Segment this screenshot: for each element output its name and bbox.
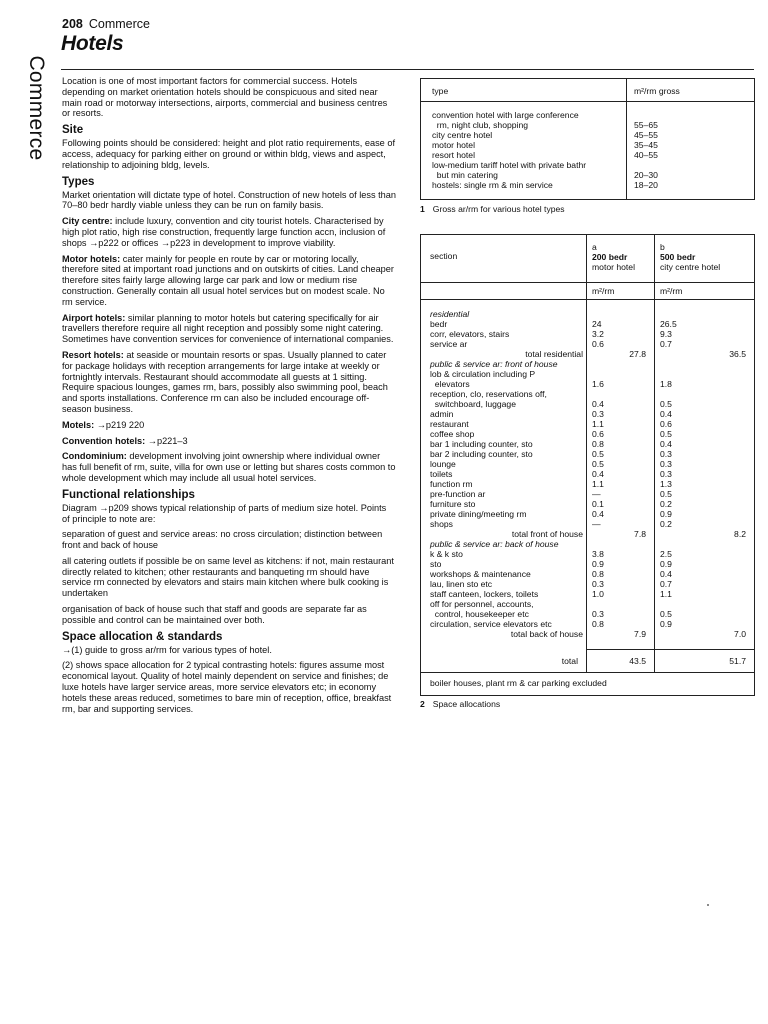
value-b: 0.2 xyxy=(660,519,672,529)
table-cell-type: motor hotel xyxy=(432,140,475,150)
total-rule xyxy=(586,649,754,650)
value-a: 24 xyxy=(592,319,602,329)
page-title: Hotels xyxy=(61,32,124,55)
table-cell-value: 18–20 xyxy=(634,180,658,190)
section-header: section xyxy=(430,251,458,261)
value-b: 0.4 xyxy=(660,409,672,419)
functional-heading: Functional relationships xyxy=(62,488,195,501)
value-a: — xyxy=(592,519,601,529)
value-b: 0.6 xyxy=(660,419,672,429)
table-header-row xyxy=(421,79,754,102)
value-a: 3.8 xyxy=(592,549,604,559)
value-b: 0.2 xyxy=(660,499,672,509)
value-a: 0.8 xyxy=(592,439,604,449)
group-heading: public & service ar: front of house xyxy=(430,359,558,369)
value-b: 0.3 xyxy=(660,449,672,459)
value-b: 0.5 xyxy=(660,489,672,499)
gross-area-table xyxy=(420,78,755,200)
stray-mark xyxy=(707,904,709,906)
row-label: sto xyxy=(430,559,442,569)
table-cell-type: low-medium tariff hotel with private bathr xyxy=(432,160,587,170)
site-heading: Site xyxy=(62,124,84,137)
motor-hotels-text: cater mainly for people en route by car or motoring locally, therefore sited at important road junctions and on outskirts of cities. Land cheaper therefore sites fairly large allowing large car park and low or medium rise construction. Generally contain all usual hotel services but on modest scale. No rm service. xyxy=(62,253,394,307)
row-label: circulation, service elevators etc xyxy=(430,619,552,629)
row-label: off for personnel, accounts, xyxy=(430,599,534,609)
table-cell-type: convention hotel with large conference xyxy=(432,110,579,120)
row-label: corr, elevators, stairs xyxy=(430,329,510,339)
value-b: 0.4 xyxy=(660,439,672,449)
value-b: 9.3 xyxy=(660,329,672,339)
value-a: 1.1 xyxy=(592,419,604,429)
grand-total-label: total xyxy=(561,656,578,666)
column-a-header: motor hotel xyxy=(592,262,635,272)
value-b: 0.7 xyxy=(660,579,672,589)
value-a: 0.3 xyxy=(592,409,604,419)
subtotal-value-b: 8.2 xyxy=(734,529,746,539)
motels-paragraph xyxy=(62,420,396,431)
space-paragraph: →(1) guide to gross ar/rm for various types of hotel. xyxy=(62,644,272,655)
subtotal-value-a: 7.9 xyxy=(634,629,646,639)
row-label: function rm xyxy=(430,479,473,489)
table-1-caption xyxy=(420,204,565,214)
principle-point: organisation of back of house such that staff and goods are separate far as possible and control can be maintained over both. xyxy=(62,604,367,625)
table-cell-value: 40–55 xyxy=(634,150,658,160)
unit-rule xyxy=(421,299,754,300)
value-a: 0.3 xyxy=(592,609,604,619)
grand-total-b: 51.7 xyxy=(729,656,746,666)
row-label: admin xyxy=(430,409,454,419)
row-label: coffee shop xyxy=(430,429,475,439)
value-a: 0.1 xyxy=(592,499,604,509)
value-a: 1.0 xyxy=(592,589,604,599)
value-b: 1.3 xyxy=(660,479,672,489)
row-label: toilets xyxy=(430,469,453,479)
value-a: 0.4 xyxy=(592,469,604,479)
resort-hotels-label: Resort hotels: xyxy=(62,349,124,360)
table-cell-value: 35–45 xyxy=(634,140,658,150)
column-b-header: b xyxy=(660,242,665,252)
row-label: control, housekeeper etc xyxy=(430,609,529,619)
subtotal-label: total residential xyxy=(525,349,583,359)
value-a: 1.1 xyxy=(592,479,604,489)
caption-text: Space allocations xyxy=(432,699,501,709)
table-2-caption xyxy=(420,699,500,709)
running-section: Commerce xyxy=(88,17,150,31)
value-a: 0.8 xyxy=(592,569,604,579)
condominium-text: development involving joint ownership where individual owner has full benefit of rm, suite, villa for own use or letting but shares costs common to whole development which may include all usual hotel services. xyxy=(62,451,396,483)
header-rule xyxy=(61,69,754,70)
row-label: furniture sto xyxy=(430,499,476,509)
convention-hotels-label: Convention hotels: xyxy=(62,435,146,446)
table-cell-type: rm, night club, shopping xyxy=(432,120,529,130)
value-b: 0.4 xyxy=(660,569,672,579)
table-footnote: boiler houses, plant rm & car parking excluded xyxy=(430,678,607,688)
table-cell-type: but min catering xyxy=(432,170,498,180)
types-paragraph: Market orientation will dictate type of hotel. Construction of new hotels of less than 70–80 bedr hardly viable unless they can be run on family basis. xyxy=(62,189,396,211)
airport-hotels-paragraph xyxy=(62,313,396,345)
row-label: bar 1 including counter, sto xyxy=(430,439,533,449)
convention-hotels-text: →p221–3 xyxy=(147,435,188,446)
city-centre-paragraph xyxy=(62,216,396,248)
value-b: 0.3 xyxy=(660,469,672,479)
principle-point: all catering outlets if possible be on same level as kitchens: if not, main restaurant directly related to kitchen; other restaurants and banqueting rm should have service rm connected by elevators and stairs main kitchen where bulk cooking is undertaken xyxy=(62,555,394,599)
airport-hotels-text: similar planning to motor hotels but catering specifically for air travellers therefore require all night reception and possibly some night catering. Sometimes have convention services for convenience of international companies. xyxy=(62,312,394,345)
value-b: 0.5 xyxy=(660,609,672,619)
convention-hotels-paragraph xyxy=(62,436,396,447)
value-a: 3.2 xyxy=(592,329,604,339)
row-label: pre-function ar xyxy=(430,489,486,499)
header-rule xyxy=(421,282,754,283)
unit-label: m²/rm xyxy=(660,286,683,296)
column-b-header: 500 bedr xyxy=(660,252,696,262)
space-paragraph: (2) shows space allocation for 2 typical contrasting hotels: figures assume most economical layout. Quality of hotel mainly dependent on service and finishes; de luxe hotels have larger service areas, more service elevators etc; in economy hotels these areas reduced, sometimes to bare min of reception, office, breakfast rm, bar and supporting services. xyxy=(62,660,392,714)
page-header xyxy=(62,17,150,31)
value-b: 0.7 xyxy=(660,339,672,349)
row-label: shops xyxy=(430,519,453,529)
column-a-header: a xyxy=(592,242,597,252)
resort-hotels-paragraph xyxy=(62,350,396,415)
resort-hotels-text: at seaside or mountain resorts or spas. Usually planned to cater for package holidays with reception arrangements for large intake at weekly or fortnightly intervals. Restaurant should accommodate all guests at 1 sitting. Require spacious lounges, games rm, bars, possibly also swimming pool, beach and sports installations. Conference rm can also be included encourage off-season business. xyxy=(62,349,388,414)
row-label: bedr xyxy=(430,319,448,329)
value-a: 0.6 xyxy=(592,429,604,439)
row-label: lounge xyxy=(430,459,456,469)
row-label: k & k sto xyxy=(430,549,463,559)
motor-hotels-label: Motor hotels: xyxy=(62,253,121,264)
intro-paragraph: Location is one of most important factors for commercial success. Hotels depending on market orientation hotels should be conspicuous and sited near main road or motorway intersections, airports, commercial and business centres or resorts. xyxy=(62,76,388,119)
value-a: 0.8 xyxy=(592,619,604,629)
value-a: 0.5 xyxy=(592,459,604,469)
value-a: 0.9 xyxy=(592,559,604,569)
value-a: 0.4 xyxy=(592,509,604,519)
table-cell-value: 20–30 xyxy=(634,170,658,180)
value-a: 0.6 xyxy=(592,339,604,349)
value-b: 1.8 xyxy=(660,379,672,389)
table-cell-value: 55–65 xyxy=(634,120,658,130)
motels-label: Motels: xyxy=(62,419,95,430)
table-column-divider xyxy=(626,79,627,199)
functional-paragraph: Diagram →p209 shows typical relationship of parts of medium size hotel. Points of principle to note are: xyxy=(62,502,387,524)
table-cell-type: city centre hotel xyxy=(432,130,493,140)
condominium-paragraph xyxy=(62,451,396,483)
value-b: 0.3 xyxy=(660,459,672,469)
row-label: elevators xyxy=(430,379,470,389)
row-label: bar 2 including counter, sto xyxy=(430,449,533,459)
row-label: restaurant xyxy=(430,419,469,429)
value-b: 0.5 xyxy=(660,429,672,439)
value-a: — xyxy=(592,489,601,499)
value-a: 1.6 xyxy=(592,379,604,389)
column-a-header: 200 bedr xyxy=(592,252,628,262)
value-b: 0.9 xyxy=(660,619,672,629)
row-label: lau, linen sto etc xyxy=(430,579,493,589)
space-heading: Space allocation & standards xyxy=(62,630,223,643)
city-centre-text: include luxury, convention and city tourist hotels. Characterised by high plot ratio, high rise construction, frequently large function accn, inclusion of shops →p222 or offices →p223 in development to improve viability. xyxy=(62,216,386,248)
motor-hotels-paragraph xyxy=(62,254,396,308)
motels-text: →p219 220 xyxy=(96,419,145,430)
value-a: 0.5 xyxy=(592,449,604,459)
table-cell-type: resort hotel xyxy=(432,150,475,160)
principle-point: separation of guest and service areas: no cross circulation; distinction between front and back of house xyxy=(62,529,383,551)
row-label: switchboard, luggage xyxy=(430,399,516,409)
caption-number: 2 xyxy=(420,699,425,709)
types-heading: Types xyxy=(62,175,95,188)
column-b-header: city centre hotel xyxy=(660,262,721,272)
subtotal-label: total front of house xyxy=(511,529,583,539)
body-text-column xyxy=(62,76,396,719)
value-b: 1.1 xyxy=(660,589,672,599)
airport-hotels-label: Airport hotels: xyxy=(62,312,126,323)
value-b: 2.5 xyxy=(660,549,672,559)
row-label: staff canteen, lockers, toilets xyxy=(430,589,539,599)
row-label: reception, clo, reservations off, xyxy=(430,389,547,399)
value-b: 0.5 xyxy=(660,399,672,409)
group-heading: public & service ar: back of house xyxy=(430,539,559,549)
site-paragraph: Following points should be considered: height and plot ratio requirements, ease of access, adequacy for parking either on ground or within bldg, views and aspect, relationship to adjoining bldg, levels. xyxy=(62,138,395,170)
subtotal-label: total back of house xyxy=(510,629,583,639)
page-number: 208 xyxy=(62,17,83,31)
value-a: 0.3 xyxy=(592,579,604,589)
table-column-divider xyxy=(654,235,655,672)
condominium-label: Condominium: xyxy=(62,451,127,462)
table-header-type: type xyxy=(432,86,449,96)
space-allocation-table xyxy=(420,234,755,696)
row-label: workshops & maintenance xyxy=(430,569,531,579)
subtotal-value-b: 7.0 xyxy=(734,629,746,639)
subtotal-value-b: 36.5 xyxy=(729,349,746,359)
subtotal-value-a: 27.8 xyxy=(629,349,646,359)
grand-total-a: 43.5 xyxy=(629,656,646,666)
value-b: 0.9 xyxy=(660,509,672,519)
grand-total-rule xyxy=(421,672,754,673)
table-cell-type: hostels: single rm & min service xyxy=(432,180,553,190)
unit-label: m²/rm xyxy=(592,286,615,296)
value-b: 26.5 xyxy=(660,319,677,329)
side-section-label: Commerce xyxy=(25,55,48,161)
row-label: lob & circulation including P xyxy=(430,369,536,379)
row-label: private dining/meeting rm xyxy=(430,509,527,519)
caption-number: 1 xyxy=(420,204,425,214)
city-centre-label: City centre: xyxy=(62,216,113,227)
table-cell-value: 45–55 xyxy=(634,130,658,140)
caption-text: Gross ar/rm for various hotel types xyxy=(432,204,565,214)
value-b: 0.9 xyxy=(660,559,672,569)
table-header-value: m²/rm gross xyxy=(634,86,680,96)
group-heading: residential xyxy=(430,309,470,319)
row-label: service ar xyxy=(430,339,468,349)
value-a: 0.4 xyxy=(592,399,604,409)
table-column-divider xyxy=(586,235,587,672)
subtotal-value-a: 7.8 xyxy=(634,529,646,539)
